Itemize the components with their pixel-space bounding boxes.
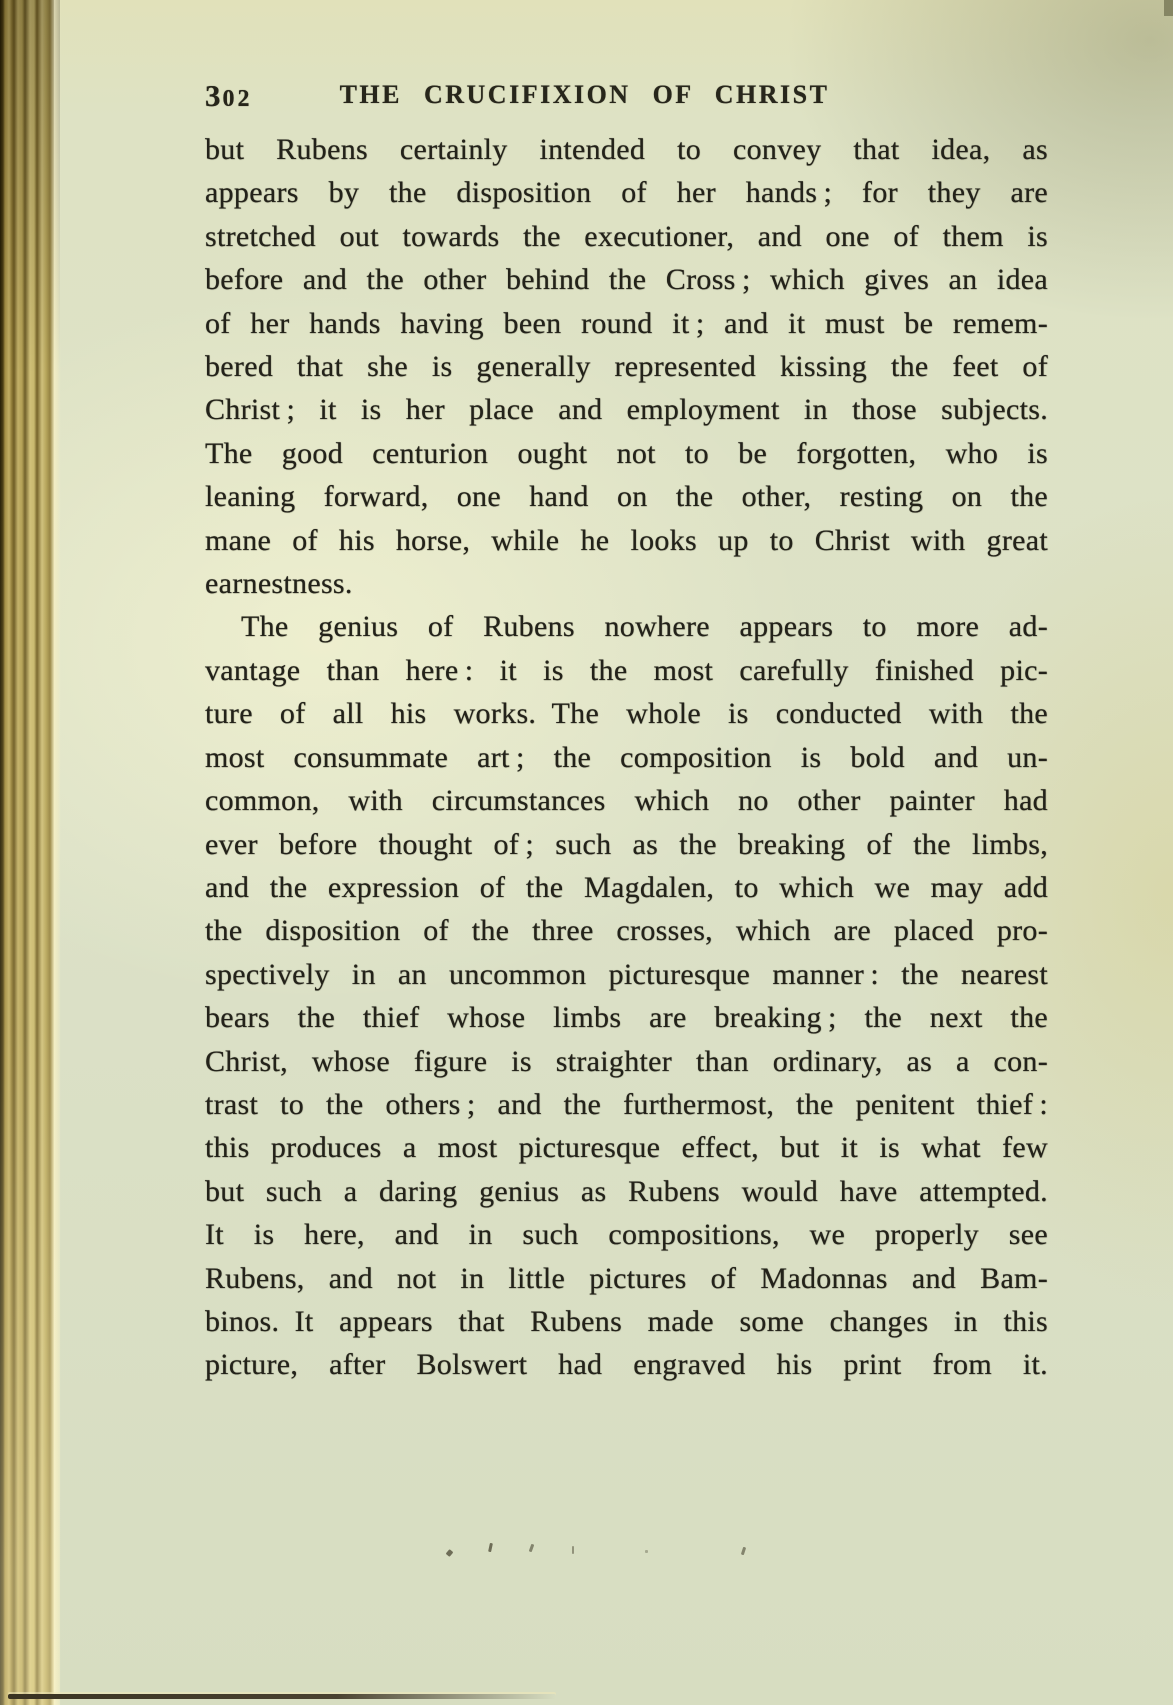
text-line: binos. It appears that Rubens made some changes in this (205, 1304, 1048, 1338)
text-line: picture, after Bolswert had engraved his print from it. (205, 1348, 1048, 1382)
ink-speck (645, 1550, 648, 1553)
text-line: The genius of Rubens nowhere appears to more ad- (241, 610, 1048, 644)
text-line: common, with circumstances which no other painter had (205, 784, 1048, 818)
text-line: The good centurion ought not to be forgotten, who is (205, 436, 1048, 470)
text-line: Christ ; it is her place and employment in those subjects. (205, 393, 1048, 427)
ink-speck (741, 1547, 746, 1556)
text-line: ever before thought of ; such as the breaking of the limbs, (205, 827, 1048, 861)
text-line: vantage than here : it is the most carefully finished pic- (205, 653, 1048, 687)
text-line: mane of his horse, while he looks up to Christ with great (205, 523, 1048, 557)
text-line: but such a daring genius as Rubens would have attempted. (205, 1174, 1048, 1208)
text-line: spectively in an uncommon picturesque manner : the nearest (205, 957, 1048, 991)
ink-speck (446, 1549, 454, 1557)
text-line: this produces a most picturesque effect, but it is what few (205, 1131, 1048, 1165)
text-line: Christ, whose figure is straighter than ordinary, as a con- (205, 1044, 1048, 1078)
text-line: most consummate art ; the composition is bold and un- (205, 740, 1048, 774)
text-line: earnestness. (205, 567, 353, 601)
text-line: ture of all his works. The whole is conducted with the (205, 697, 1048, 731)
running-head (205, 78, 1048, 118)
text-line: the disposition of the three crosses, which are placed pro- (205, 914, 1048, 948)
text-line: of her hands having been round it ; and it must be remem- (205, 306, 1048, 340)
page-number-digits: 02 (222, 86, 253, 112)
text-line: It is here, and in such compositions, we properly see (205, 1218, 1048, 1252)
ink-speck (529, 1544, 535, 1553)
text-line: bered that she is generally represented kissing the feet of (205, 350, 1048, 384)
text-line: trast to the others ; and the furthermost, the penitent thief : (205, 1087, 1048, 1121)
paragraph (205, 128, 1048, 605)
text-line: but Rubens certainly intended to convey that idea, as (205, 133, 1048, 166)
text-line: leaning forward, one hand on the other, resting on the (205, 480, 1048, 514)
ink-speck (488, 1543, 493, 1552)
text-line: appears by the disposition of her hands ; for they are (205, 176, 1048, 210)
page-title: THE CRUCIFIXION OF CHRIST (339, 80, 830, 109)
text-line: before and the other behind the Cross ; which gives an idea (205, 263, 1048, 297)
page-number-digit: 3 (205, 78, 223, 113)
text-block (205, 128, 1048, 1387)
text-line: bears the thief whose limbs are breaking ; the next the (205, 1001, 1048, 1035)
ink-speck (572, 1546, 574, 1554)
paragraph (205, 605, 1048, 1386)
text-line: Rubens, and not in little pictures of Madonnas and Bam- (205, 1261, 1048, 1295)
text-line: and the expression of the Magdalen, to which we may add (205, 870, 1048, 904)
text-line: stretched out towards the executioner, and one of them is (205, 219, 1048, 253)
